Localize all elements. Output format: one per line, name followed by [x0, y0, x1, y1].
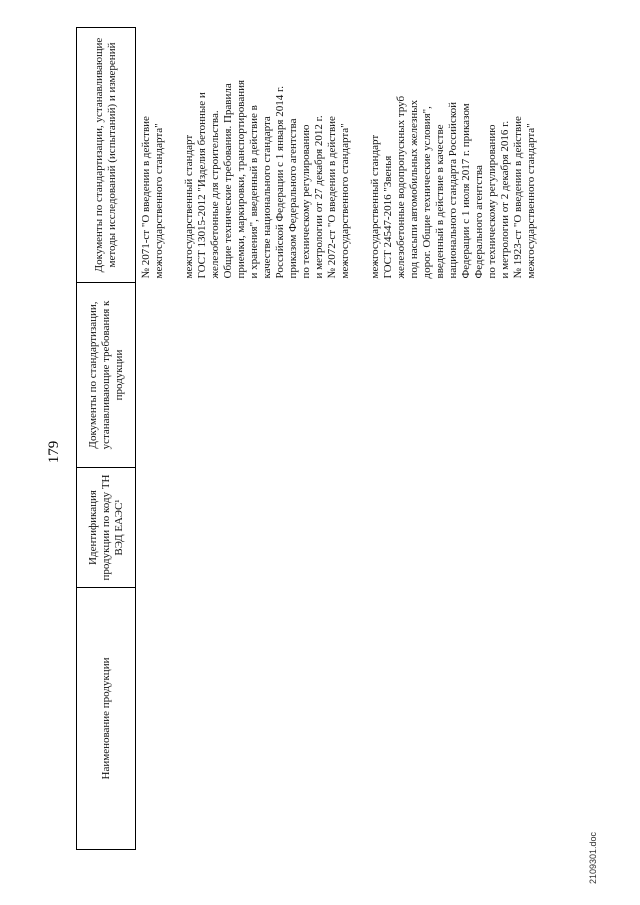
header-requirement-docs: Документы по стандартизации, устанавливающие требования к продукции	[77, 283, 136, 468]
methods-block-2	[183, 32, 352, 279]
text-line: и хранения", введенный в действие в	[248, 105, 260, 279]
text-line: № 1923-ст "О введении в действие	[512, 116, 524, 279]
page-number: 179	[46, 440, 62, 464]
text-line: Российской Федерации с 1 января 2014 г.	[274, 86, 286, 279]
text-line: ГОСТ 24547-2016 "Звенья	[382, 155, 394, 279]
text-line: Федерации с 1 июля 2017 г. приказом	[460, 103, 472, 279]
text-line: железобетонные водопропускных труб	[395, 95, 407, 279]
cell-requirement-docs	[136, 283, 539, 468]
table-row	[136, 28, 539, 850]
text-line: межгосударственного стандарта"	[339, 123, 351, 279]
text-line: приемки, маркировки, транспортирования	[235, 79, 247, 279]
document-id: 2109301.doc	[588, 831, 598, 884]
text-line: и метрологии от 27 декабря 2012 г.	[313, 115, 325, 279]
cell-tnved-code	[136, 468, 539, 588]
text-line: № 2071-ст "О введении в действие	[140, 116, 152, 279]
table-header-row	[77, 28, 136, 850]
text-line: введенный в действие в качестве	[434, 124, 446, 279]
text-line: Общие технические требования. Правила	[222, 83, 234, 279]
text-line: межгосударственного стандарта"	[153, 123, 165, 279]
text-line: железобетонные для строительства.	[209, 110, 221, 279]
text-line: дорог. Общие технические условия",	[421, 106, 433, 279]
methods-block-3	[369, 32, 538, 279]
cell-product-name	[136, 588, 539, 850]
text-line: под насыпи автомобильных железных	[408, 99, 420, 279]
regulation-table	[76, 27, 538, 850]
text-line: межгосударственный стандарт	[369, 134, 381, 279]
header-product-name: Наименование продукции	[77, 588, 136, 850]
cell-method-docs	[136, 28, 539, 283]
text-line: национального стандарта Российской	[447, 102, 459, 279]
header-method-docs: Документы по стандартизации, устанавливающие методы исследований (испытаний) и измерений	[77, 28, 136, 283]
text-line: Федерального агентства	[473, 165, 485, 279]
header-tnved-code: Идентификация продукции по коду ТН ВЭД ЕАЭС¹	[77, 468, 136, 588]
text-line: приказом Федерального агентства	[287, 118, 299, 279]
text-line: и метрологии от 2 декабря 2016 г.	[499, 120, 511, 279]
text-line: по техническому регулированию	[486, 124, 498, 279]
rotated-page	[40, 12, 600, 892]
text-line: межгосударственного стандарта"	[525, 123, 537, 279]
methods-block-1	[140, 32, 166, 279]
text-line: межгосударственный стандарт	[183, 134, 195, 279]
text-line: ГОСТ 13015-2012 "Изделия бетонные и	[196, 92, 208, 279]
text-line: № 2072-ст "О введении в действие	[326, 116, 338, 279]
text-line: качестве национального стандарта	[261, 116, 273, 279]
text-line: по техническому регулированию	[300, 124, 312, 279]
